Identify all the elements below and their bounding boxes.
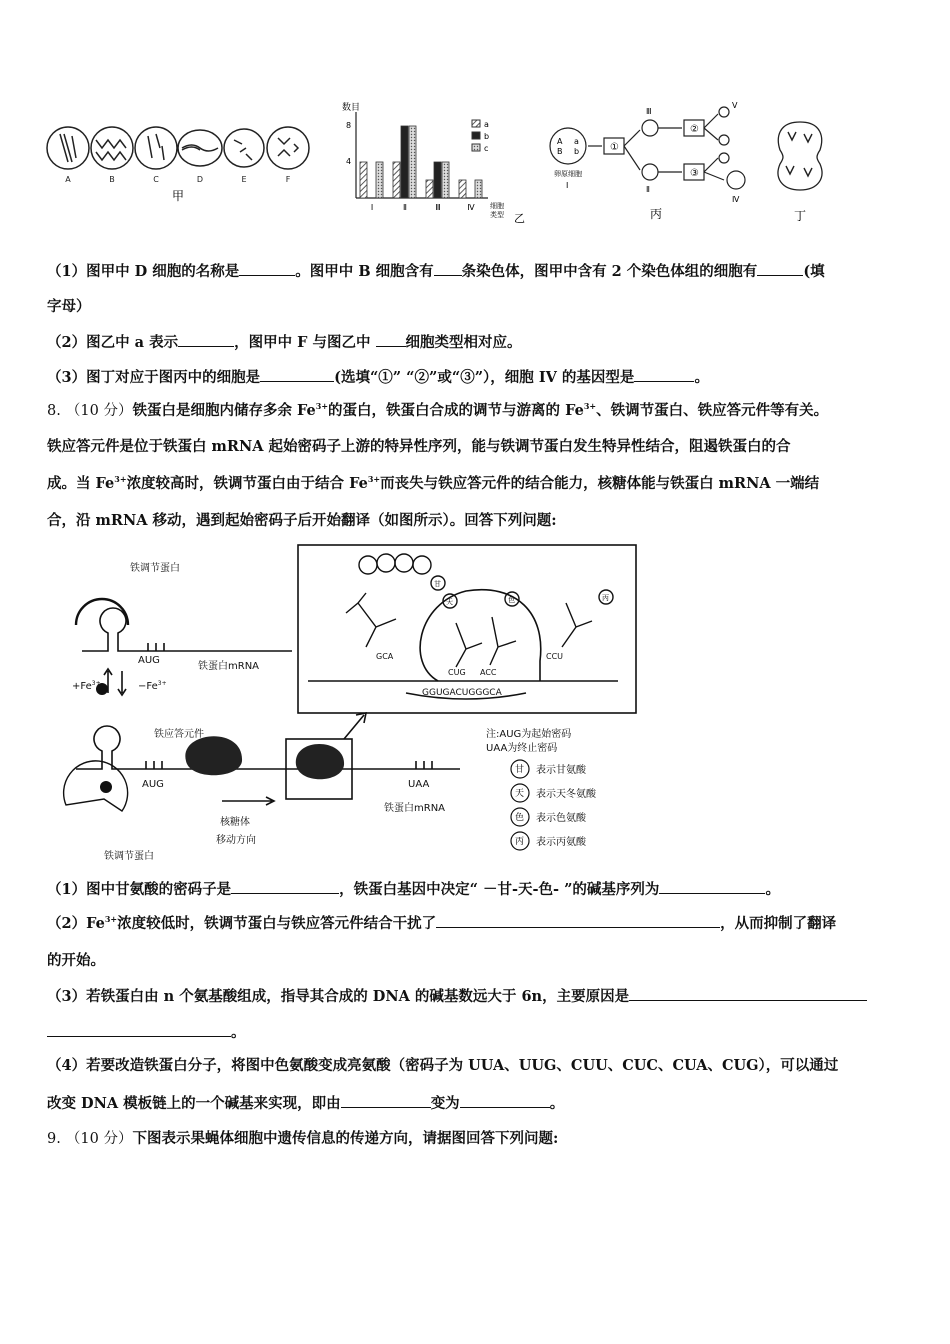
blank[interactable] — [460, 1093, 550, 1108]
legend-symbol: 天 — [515, 789, 525, 799]
gene-b: b — [574, 147, 580, 156]
q8-stem-4: 合，沿 mRNA 移动，遇到起始密码子后开始翻译（如图所示）。回答下列问题: — [47, 512, 557, 529]
label-iron-reg-top: 铁调节蛋白 — [130, 563, 180, 574]
legend-c: c — [484, 144, 489, 153]
blank[interactable] — [434, 261, 462, 276]
roman-4: Ⅳ — [732, 195, 740, 204]
label-anticodon-3: ACC — [480, 668, 497, 677]
figure-caption-yi: 乙 — [514, 212, 525, 225]
blank[interactable] — [757, 261, 803, 276]
oogonium-label: 卵原细胞 — [554, 170, 582, 178]
label-direction: 移动方向 — [216, 835, 256, 846]
cell-label: B — [109, 175, 115, 184]
num-1: ① — [610, 142, 619, 153]
gene-A: A — [557, 137, 563, 146]
aa-circle: 丙 — [602, 594, 609, 602]
bar-b-3 — [434, 162, 441, 198]
blank[interactable] — [341, 1093, 431, 1108]
blank[interactable] — [231, 879, 339, 894]
q8-s3-cont: 。 — [47, 1022, 907, 1043]
label-sequence: GGUGACUGGGCA — [422, 688, 502, 698]
figure-jia — [42, 118, 312, 208]
chart-xlabel-1: 细胞 — [490, 202, 504, 210]
legend-a: a — [484, 120, 489, 129]
legend-text: 表示色氨酸 — [536, 813, 586, 824]
aa-circle: 天 — [446, 598, 453, 606]
aa-circle: 甘 — [434, 580, 441, 588]
label-anticodon-1: GCA — [376, 652, 394, 661]
num-2: ② — [690, 124, 699, 135]
label-plus-fe: $+Fe^{3+}$ — [72, 680, 101, 692]
figure-bing — [540, 100, 760, 226]
blank[interactable] — [239, 261, 295, 276]
q8-s2-cont: 的开始。 — [47, 952, 105, 969]
note-2: UAA为终止密码 — [486, 743, 558, 754]
q8-s3: （3）若铁蛋白由 n 个氨基酸组成，指导其合成的 DNA 的碱基数远大于 6n，主要原因是 — [47, 986, 907, 1007]
gene-a: a — [574, 137, 579, 146]
legend-symbol: 甘 — [515, 765, 525, 775]
roman-3: Ⅲ — [646, 107, 652, 116]
bar-c-4 — [475, 180, 482, 198]
figure-ding — [770, 116, 830, 226]
label-anticodon-4: CCU — [546, 652, 564, 661]
blank[interactable] — [634, 367, 694, 382]
blank[interactable] — [178, 332, 234, 347]
num-3: ③ — [690, 168, 699, 179]
legend-symbol: 丙 — [515, 837, 525, 847]
legend-text: 表示丙氨酸 — [536, 837, 586, 848]
chart-ylabel: 数目 — [342, 103, 361, 113]
q8-stem-3: 成。当 $Fe^{3+}$浓度较高时，铁调节蛋白由于结合 $Fe^{3+}$而丧失与铁应答元件的结合能力，核糖体能与铁蛋白 mRNA 一端结 — [47, 474, 820, 492]
figure-caption-bing: 丙 — [650, 207, 663, 221]
legend-b: b — [484, 132, 490, 141]
label-aug-bottom: AUG — [142, 779, 164, 790]
bar-c-2 — [409, 126, 416, 198]
bar-a-2 — [393, 162, 400, 198]
blank[interactable] — [376, 332, 406, 347]
label-mrna-bottom: 铁蛋白mRNA — [384, 803, 446, 814]
cell-label: A — [65, 175, 71, 184]
roman-5: Ⅴ — [732, 101, 738, 110]
blank[interactable] — [629, 986, 867, 1001]
q8-stem-2: 铁应答元件是位于铁蛋白 mRNA 起始密码子上游的特异性序列，能与铁调节蛋白发生特异性结合，阻遏铁蛋白的合 — [47, 438, 791, 455]
x-tick: Ⅲ — [435, 203, 441, 212]
label-anticodon-2: CUG — [448, 668, 466, 677]
x-tick: Ⅰ — [370, 203, 374, 212]
y-tick: 4 — [346, 157, 352, 166]
bar-a-3 — [426, 180, 433, 198]
cell-label: F — [285, 175, 291, 184]
q7-s2: （2）图乙中 a 表示 ，图甲中 F 与图乙中 细胞类型相对应。 — [47, 334, 522, 351]
x-tick: Ⅱ — [403, 203, 407, 212]
legend-text: 表示甘氨酸 — [536, 765, 586, 776]
label-ribosome: 核糖体 — [220, 817, 250, 828]
label-iron-reg-bottom: 铁调节蛋白 — [104, 851, 154, 862]
chart-xlabel-2: 类型 — [490, 211, 504, 219]
label-minus-fe: $-Fe^{3+}$ — [138, 680, 167, 692]
label-uaa: UAA — [408, 779, 430, 790]
aa-circle: 色 — [508, 596, 515, 604]
q7-s1-cont: 字母） — [47, 298, 91, 315]
q8-s2: $(2)Fe^{3+}$浓度较低时，铁调节蛋白与铁应答元件结合干扰了 ，从而抑制了翻译 — [47, 914, 837, 932]
blank[interactable] — [260, 367, 334, 382]
figure-caption-ding: 丁 — [793, 209, 807, 223]
legend-text: 表示天冬氨酸 — [536, 789, 596, 800]
blank[interactable] — [436, 913, 720, 928]
gene-B: B — [557, 147, 563, 156]
legend-symbol: 色 — [515, 813, 525, 823]
bar-a-4 — [459, 180, 466, 198]
cell-label: E — [241, 175, 247, 184]
y-tick: 8 — [346, 121, 352, 130]
bar-c-3 — [442, 162, 449, 198]
figure-yi-chart — [338, 100, 530, 226]
roman-1: Ⅰ — [566, 181, 569, 190]
q7-s3: （3）图丁对应于图丙中的细胞是 (选填“①” “②”或“③”），细胞 IV 的基因型是 。 — [47, 369, 709, 386]
q9-stem: 9. （10 分）下图表示果蝇体细胞中遗传信息的传递方向，请据图回答下列问题: — [47, 1130, 559, 1147]
note-1: 注:AUG为起始密码 — [486, 729, 572, 740]
roman-2: Ⅱ — [646, 185, 650, 194]
bar-a-1 — [360, 162, 367, 198]
bar-b-2 — [401, 126, 408, 198]
q7-s1: （1）图甲中 D 细胞的名称是 。图甲中 B 细胞含有 条染色体，图甲中含有 2 个染色体组的细胞有 (填 — [47, 263, 825, 280]
q8-stem-1: 8. （10 分）铁蛋白是细胞内储存多余 $Fe^{3+}$的蛋白，铁蛋白合成的调节与游离的 $Fe^{3+}$、铁调节蛋白、铁应答元件等有关。 — [47, 401, 829, 419]
figure-caption-jia: 甲 — [171, 189, 185, 203]
label-aug-top: AUG — [138, 655, 160, 666]
blank[interactable] — [47, 1022, 231, 1037]
label-ire: 铁应答元件 — [154, 729, 204, 740]
q8-s4: （4）若要改造铁蛋白分子，将图中色氨酸变成亮氨酸（密码子为 UUA、UUG、CUU、CUC、CUA、CUG），可以通过 — [47, 1057, 839, 1074]
q8-s4-cont: 改变 DNA 模板链上的一个碱基来实现，即由 变为 。 — [47, 1095, 565, 1112]
bar-c-1 — [376, 162, 383, 198]
cell-label: D — [196, 175, 204, 184]
cell-label: C — [153, 175, 159, 184]
label-mrna-top: 铁蛋白mRNA — [198, 661, 260, 672]
x-tick: Ⅳ — [467, 203, 475, 212]
q8-s1: （1）图中甘氨酸的密码子是 ，铁蛋白基因中决定“ －甘-天-色- ”的碱基序列为 。 — [47, 881, 780, 898]
chart-legend — [472, 120, 489, 153]
blank[interactable] — [659, 879, 765, 894]
figure-ferritin-translation — [46, 543, 640, 865]
